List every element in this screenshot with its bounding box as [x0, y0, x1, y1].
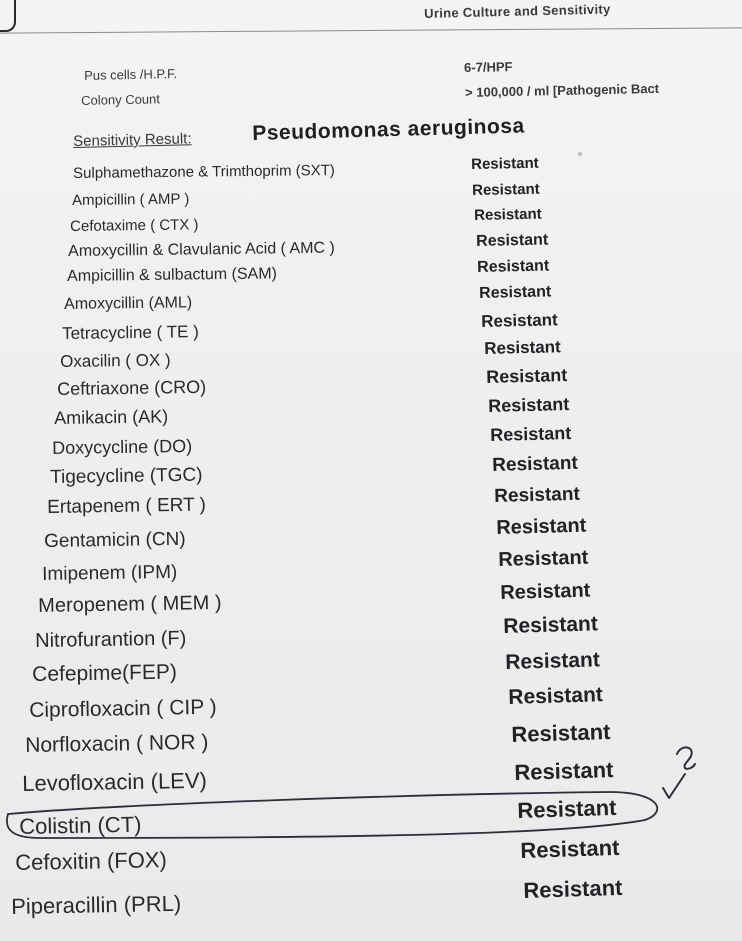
antibiotic-name: Cefotaxime ( CTX ) — [70, 216, 199, 235]
organism-name: Pseudomonas aeruginosa — [252, 114, 525, 145]
antibiotic-name: Ceftriaxone (CRO) — [57, 376, 207, 399]
stray-dot — [578, 152, 582, 156]
pus-cells-label: Pus cells /H.P.F. — [84, 66, 178, 83]
antibiotic-name: Amikacin (AK) — [54, 406, 169, 428]
report-title: Urine Culture and Sensitivity — [424, 1, 611, 21]
resistance-result: Resistant — [498, 546, 589, 571]
resistance-result: Resistant — [484, 337, 561, 358]
antibiotic-name: Ciprofloxacin ( CIP ) — [29, 695, 217, 722]
resistance-result: Resistant — [476, 231, 549, 250]
colony-count-value: > 100,000 / ml [Pathogenic Bact — [464, 80, 660, 100]
resistance-result: Resistant — [503, 612, 599, 638]
resistance-result: Resistant — [508, 683, 604, 709]
antibiotic-name: Gentamicin (CN) — [44, 528, 186, 552]
resistance-result: Resistant — [488, 394, 570, 416]
resistance-result: Resistant — [520, 834, 620, 863]
antibiotic-name: Amoxycillin (AML) — [64, 294, 193, 313]
resistance-result: Resistant — [494, 483, 581, 507]
antibiotic-name: Norfloxacin ( NOR ) — [25, 730, 209, 757]
pus-cells-row — [84, 54, 742, 83]
resistance-result: Resistant — [511, 719, 611, 747]
resistance-result: Resistant — [523, 874, 623, 903]
resistance-result: Resistant — [472, 180, 540, 199]
checkmark-annotation — [655, 740, 715, 820]
resistance-result: Resistant — [514, 757, 614, 785]
resistance-result: Resistant — [477, 257, 550, 276]
antibiotic-name: Levofloxacin (LEV) — [22, 767, 208, 796]
colony-count-row — [81, 79, 742, 108]
antibiotic-name: Imipenem (IPM) — [42, 561, 178, 585]
antibiotic-name: Ertapenem ( ERT ) — [47, 494, 207, 518]
resistance-result: Resistant — [492, 452, 579, 476]
antibiotic-name: Cefepime(FEP) — [32, 660, 178, 686]
resistance-result: Resistant — [471, 154, 539, 173]
resistance-result: Resistant — [486, 365, 568, 387]
antibiotic-name: Tetracycline ( TE ) — [62, 322, 199, 343]
resistance-result: Resistant — [479, 283, 552, 302]
resistance-result: Resistant — [474, 205, 542, 224]
antibiotic-name: Colistin (CT) — [19, 811, 142, 839]
antibiotic-name: Amoxycillin & Clavulanic Acid ( AMC ) — [68, 239, 335, 260]
resistance-result: Resistant — [481, 310, 558, 331]
resistance-result: Resistant — [500, 579, 591, 604]
pus-cells-value: 6-7/HPF — [463, 59, 513, 76]
antibiotic-name: Doxycycline (DO) — [52, 435, 193, 458]
antibiotic-name: Nitrofurantion (F) — [35, 627, 187, 652]
page-corner-mark — [0, 0, 16, 32]
resistance-result: Resistant — [517, 794, 617, 823]
antibiotic-name: Oxacilin ( OX ) — [60, 350, 171, 371]
antibiotic-name: Ampicillin ( AMP ) — [72, 190, 190, 209]
resistance-result: Resistant — [496, 514, 587, 539]
antibiotic-name: Sulphamethazone & Trimthoprim (SXT) — [73, 161, 335, 182]
resistance-result: Resistant — [505, 648, 601, 674]
antibiotic-name: Cefoxitin (FOX) — [15, 847, 168, 875]
antibiotic-name: Meropenem ( MEM ) — [38, 591, 222, 617]
antibiotic-name: Tigecycline (TGC) — [50, 464, 203, 488]
header-divider — [0, 27, 742, 33]
antibiotic-name: Ampicillin & sulbactum (SAM) — [67, 265, 278, 285]
antibiotic-name: Piperacillin (PRL) — [11, 890, 182, 919]
resistance-result: Resistant — [490, 423, 572, 445]
sensitivity-result-label: Sensitivity Result: — [73, 130, 192, 150]
colony-count-label: Colony Count — [81, 91, 161, 108]
